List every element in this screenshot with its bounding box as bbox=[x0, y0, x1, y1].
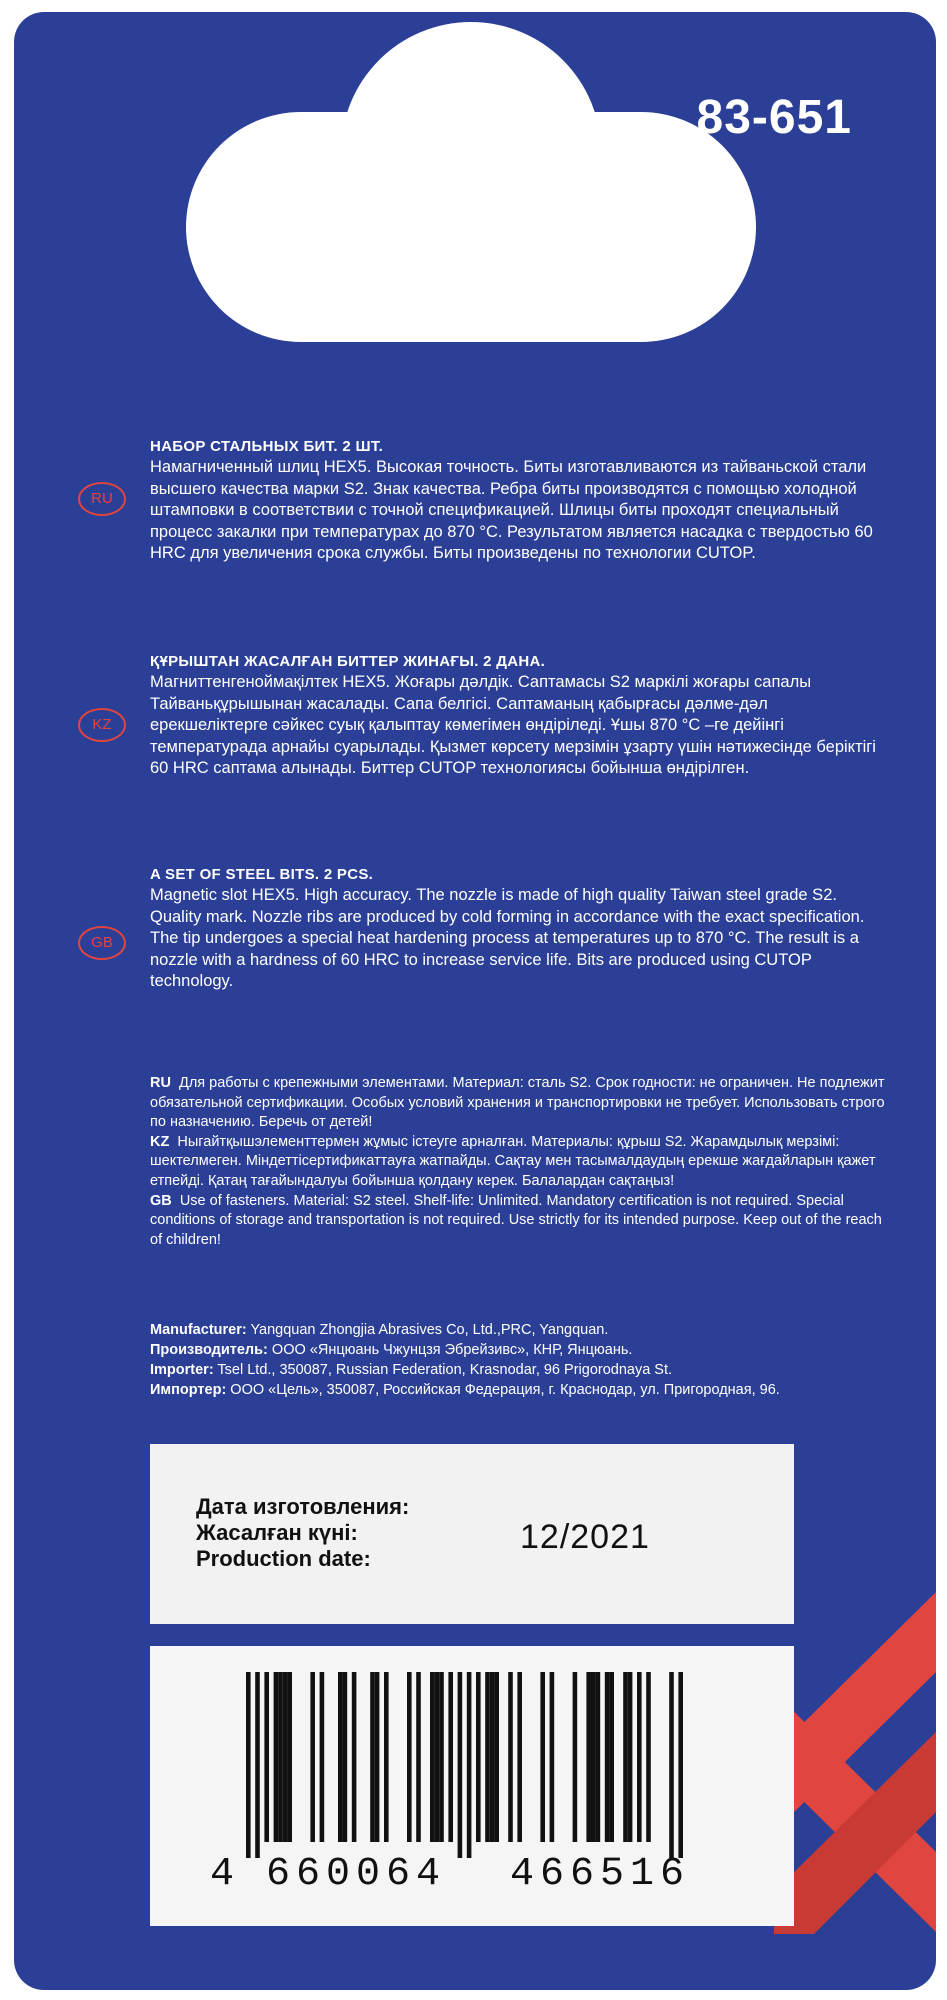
barcode-bar bbox=[637, 1672, 642, 1842]
barcode-bar bbox=[407, 1672, 412, 1842]
description-kz-title: ҚҰРЫШТАН ЖАСАЛҒАН БИТТЕР ЖИНАҒЫ. 2 ДАНА. bbox=[150, 653, 546, 670]
barcode-right-group: 466516 bbox=[510, 1852, 691, 1897]
manufacturer-label: Manufacturer: bbox=[150, 1322, 247, 1338]
producer-value: ООО «Янцюань Чжунцзя Эбрейзивс», КНР, Янцюань. bbox=[267, 1342, 633, 1358]
barcode-bar bbox=[623, 1672, 628, 1842]
barcode-bar bbox=[467, 1672, 472, 1858]
specs-gb-code: GB bbox=[150, 1192, 172, 1209]
barcode-bar bbox=[320, 1672, 325, 1842]
barcode-bar bbox=[490, 1672, 495, 1842]
barcode-left-group: 660064 bbox=[266, 1852, 447, 1897]
barcode-bar bbox=[476, 1672, 481, 1842]
barcode-bar bbox=[264, 1672, 269, 1842]
barcode-bar bbox=[338, 1672, 343, 1842]
production-date-title-en: Production date: bbox=[196, 1546, 371, 1571]
barcode-bar bbox=[596, 1672, 601, 1842]
barcode-bar bbox=[485, 1672, 490, 1842]
barcode-bar bbox=[287, 1672, 292, 1842]
barcode-bar bbox=[278, 1672, 283, 1842]
importer-label: Importer: bbox=[150, 1362, 214, 1378]
barcode-bar bbox=[573, 1672, 578, 1842]
barcode-bar bbox=[646, 1672, 651, 1842]
specs-gb-text: Use of fasteners. Material: S2 steel. Shelf-life: Unlimited. Mandatory certification is not required. Special conditions of storage and transportation is not required. Use strictly for its intended purpose. Keep out of the reach of children! bbox=[150, 1192, 882, 1248]
barcode-bar bbox=[352, 1672, 357, 1842]
barcode-digits bbox=[150, 1852, 794, 1902]
barcode-bar bbox=[343, 1672, 348, 1842]
barcode-bar bbox=[283, 1672, 288, 1842]
specs-ru-text: Для работы с крепежными элементами. Материал: сталь S2. Срок годности: не ограничен. Не подлежит обязательной сертификации. Особых условий хранения и транспортировки не требует. Использовать строго по назначению. Беречь от детей! bbox=[150, 1075, 885, 1131]
barcode-bar bbox=[310, 1672, 315, 1842]
barcode-bar bbox=[669, 1672, 674, 1858]
barcode-bar bbox=[517, 1672, 522, 1842]
barcode-bar bbox=[416, 1672, 421, 1842]
lang-badge-gb: GB bbox=[78, 926, 126, 960]
description-ru-title: НАБОР СТАЛЬНЫХ БИТ. 2 ШТ. bbox=[150, 438, 384, 455]
barcode-bar bbox=[439, 1672, 444, 1842]
barcode-bar bbox=[550, 1672, 555, 1842]
article-number: 83-651 bbox=[696, 91, 852, 144]
barcode-bar bbox=[430, 1672, 435, 1842]
manufacturer-value: Yangquan Zhongjia Abrasives Co, Ltd.,PRC, Yangquan. bbox=[246, 1322, 609, 1338]
barcode bbox=[150, 1646, 794, 1926]
barcode-bar bbox=[628, 1672, 633, 1842]
importer-ru-label: Импортер: bbox=[150, 1382, 227, 1398]
production-date-title-kz: Жасалған күні: bbox=[196, 1520, 358, 1545]
production-date-titles bbox=[196, 1494, 409, 1572]
barcode-bar bbox=[540, 1672, 545, 1842]
barcode-bar bbox=[255, 1672, 260, 1858]
barcode-bar bbox=[586, 1672, 591, 1842]
specs-kz-code: KZ bbox=[150, 1133, 170, 1150]
description-kz-body: Магниттенгеноймақiлтек HEX5. Жоғары дәлдік. Саптамасы S2 маркілі жоғары сапалы Тайваньқұрышынан жасалады. Сапа белгісі. Саптаманың қабырғасы дәлме-дәл ерекшеліктерге сәйкес суық қалыптау көмегімен өндіріледі. Ұшы 870 °C –ге дейінгі температурада арнайы суарылады. Қызмет көрсету мерзімін ұзарту үшін нәтижесінде беріктігі 60 HRC саптама алынады. Биттер CUTOP технологиясы бойынша өндірілген. bbox=[150, 673, 876, 777]
barcode-bar bbox=[605, 1672, 610, 1842]
barcode-first-digit: 4 bbox=[210, 1852, 235, 1897]
lang-badge-ru: RU bbox=[78, 482, 126, 516]
barcode-bar bbox=[246, 1672, 251, 1858]
specs-ru-code: RU bbox=[150, 1075, 171, 1091]
barcode-bar bbox=[370, 1672, 375, 1842]
barcode-bar bbox=[458, 1672, 463, 1858]
production-date-value: 12/2021 bbox=[520, 1518, 650, 1556]
description-ru-body: Намагниченный шлиц HEX5. Высокая точность. Биты изготавливаются из тайваньской стали высшего качества марки S2. Знак качества. Ребра биты производятся с помощью холодной штамповки в соответствии с точной спецификацией. Шлицы биты проходят специальный процесс закалки при температурах до 870 °С. Результатом является насадка с твердостью 60 HRC для увеличения срока службы. Биты произведены по технологии CUTOP. bbox=[150, 458, 873, 562]
barcode-bar bbox=[508, 1672, 513, 1842]
barcode-bar bbox=[375, 1672, 380, 1842]
description-gb-body: Magnetic slot HEX5. High accuracy. The nozzle is made of high quality Taiwan steel grade S2. Quality mark. Nozzle ribs are produced by cold forming in accordance with the exact specification. The tip undergoes a special heat hardening process at temperatures up to 870 °C. The result is a nozzle with a hardness of 60 HRC to increase service life. Bits are produced using CUTOP technology. bbox=[150, 886, 865, 990]
barcode-bar bbox=[494, 1672, 499, 1842]
lang-badge-kz: KZ bbox=[78, 708, 126, 742]
production-date-label bbox=[150, 1444, 794, 1624]
barcode-bar bbox=[274, 1672, 279, 1842]
importer-ru-value: ООО «Цель», 350087, Российская Федерация, г. Краснодар, ул. Пригородная, 96. bbox=[226, 1382, 780, 1398]
importer-value: Tsel Ltd., 350087, Russian Federation, Krasnodar, 96 Prigorodnaya St. bbox=[213, 1362, 673, 1378]
producer-label: Производитель: bbox=[150, 1342, 268, 1358]
barcode-bar bbox=[591, 1672, 596, 1842]
barcode-bar bbox=[435, 1672, 440, 1842]
barcode-bar bbox=[678, 1672, 683, 1858]
barcode-bar bbox=[384, 1672, 389, 1842]
description-gb-title: A SET OF STEEL BITS. 2 PCS. bbox=[150, 866, 374, 883]
specs-kz-text: Ныгайтқышэлементтермен жұмыс істеуге арналған. Материалы: құрыш S2. Жарамдылық мерзімі: шектелмеген. Міндеттісертификаттауға жатпайды. Сақтау мен тасымалдаудың ерекше жағдайларын қажет етпейді. Қатаң тағайындалуы бойынша қолдану керек. Балалардан сақтаңыз! bbox=[150, 1133, 876, 1189]
barcode-bar bbox=[448, 1672, 453, 1842]
production-date-title-ru: Дата изготовления: bbox=[196, 1494, 410, 1519]
barcode-bar bbox=[609, 1672, 614, 1842]
